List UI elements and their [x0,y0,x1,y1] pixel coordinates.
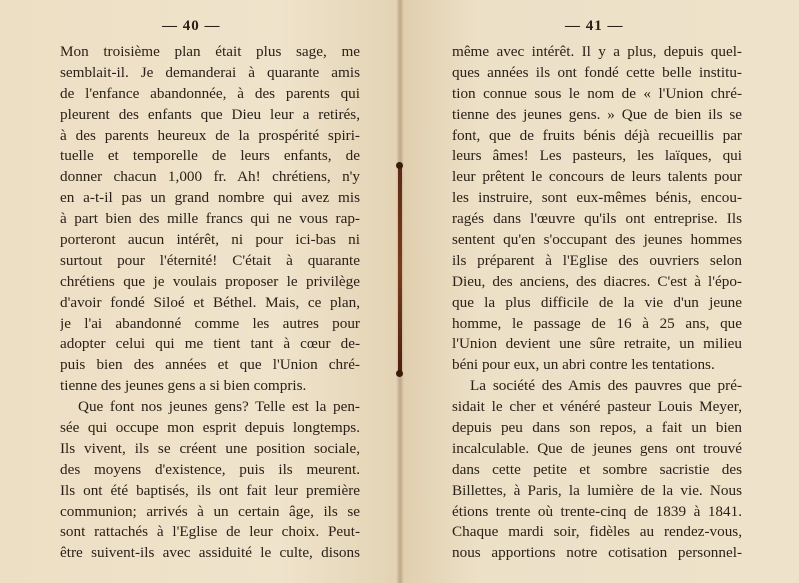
right-page-number: — 41 — [565,18,624,34]
text-line: depuis peu dans son repos, a fait un bien [452,419,742,437]
text-line: que la plus difficile de la vie d'un jeune [452,293,742,311]
text-line: sidait le cher et vénéré pasteur Louis Meyer, [452,398,742,416]
text-line: homme, le passage de 16 à 25 ans, que [452,314,742,332]
text-line: Ils ont été baptisés, ils ont fait leur première [60,481,360,499]
text-line: chrétiens que je voulais proposer le privilège [60,272,360,290]
text-line: incalculable. Que de jeunes gens ont trouvé [452,439,742,457]
binding-thread [398,163,402,375]
text-line: Que font nos jeunes gens? Telle est la pen- [78,398,360,416]
text-line: porteront aucun intérêt, ni pour ici-bas ni [60,231,360,249]
text-line: les instruire, sont eux-mêmes bénis, encou- [452,189,742,207]
text-line: tuelle et temporelle de leurs enfants, de [60,147,360,165]
text-line: tienne des jeunes gens. » Que de bien ils se [452,105,742,123]
text-line: tienne des jeunes gens a si bien compris. [60,377,307,395]
text-line: à part bien des mille francs qui ne vous rap- [60,210,360,228]
text-line: tion connue sous le nom de « l'Union chré- [452,84,742,102]
left-page-text [60,42,360,564]
text-line: étions trente où trente-cinq de 1839 à 1841. [452,502,742,520]
text-line: Dieu, des anciens, des diacres. C'est à l'épo- [452,272,742,290]
text-line: La société des Amis des pauvres que pré- [470,377,742,395]
text-line: pleurent des enfants que Dieu leur a retirés, [60,105,360,123]
right-page-text [452,42,742,564]
right-page [400,0,799,583]
text-line: adopter celui qui me tient tant à cœur de- [60,335,360,353]
binding-knot [396,370,403,377]
text-line: en a-t-il pas un grand nombre qui avez mis [60,189,360,207]
text-line: à des parents heureux de la prospérité spiri- [60,126,360,144]
text-line: des moyens d'existence, puis ils meurent. [60,460,360,478]
text-line: semblait-il. Je demanderai à quarante amis [60,63,360,81]
text-line: leur prêtent le concours de leurs talents pour [452,168,742,186]
text-line: sentent qu'en s'occupant des jeunes hommes [452,231,742,249]
text-line: Mon troisième plan était plus sage, me [60,43,360,60]
text-line: communion; arrivés à un certain âge, ils se [60,502,360,520]
text-line: nous apportions notre cotisation personnel- [452,544,742,562]
text-line: béni pour eux, un abri contre les tentations. [452,356,715,374]
text-line: de l'enfance abandonnée, à des parents qui [60,84,360,102]
text-line: Billettes, à Paris, la lumière de la vie. Nous [452,481,742,499]
text-line: ques années ils ont fondé cette belle institu- [452,63,742,81]
text-line: puis bien des années et que l'Union chré- [60,356,360,374]
text-line: ils préparent à l'Eglise des ouvriers selon [452,251,742,269]
text-line: Chaque mardi soir, fidèles au rendez-vous, [452,523,742,541]
text-line: ragés dans l'œuvre qu'ils ont entreprise. Ils [452,210,742,228]
text-line: être suivent-ils avec assiduité le culte, disons [60,544,360,562]
text-line: l'Union devient une sûre retraite, un milieu [452,335,742,353]
text-line: je l'ai abandonné comme les autres pour [60,314,360,332]
text-line: dans cette petite et sombre sacristie des [452,460,742,478]
text-line: sont rattachés à l'Eglise de leur choix. Peut- [60,523,360,541]
text-line: d'avoir fondé Siloé et Béthel. Mais, ce plan, [60,293,360,311]
text-line: sée qui occupe mon esprit depuis longtemps. [60,419,360,437]
text-line: Ils vivent, ils se créent une position sociale, [60,439,360,457]
text-line: surtout pour l'éternité! C'était à quarante [60,251,360,269]
text-line: donner chacun 1,000 fr. Ah! chrétiens, n'y [60,168,360,186]
text-line: même avec intérêt. Il y a plus, depuis quel- [452,43,742,60]
text-line: leurs âmes! Les pasteurs, les laïques, qui [452,147,742,165]
binding-knot [396,162,403,169]
text-line: font, que de fruits bénis déjà recueillis par [452,126,742,144]
left-page-number: — 40 — [162,18,221,34]
